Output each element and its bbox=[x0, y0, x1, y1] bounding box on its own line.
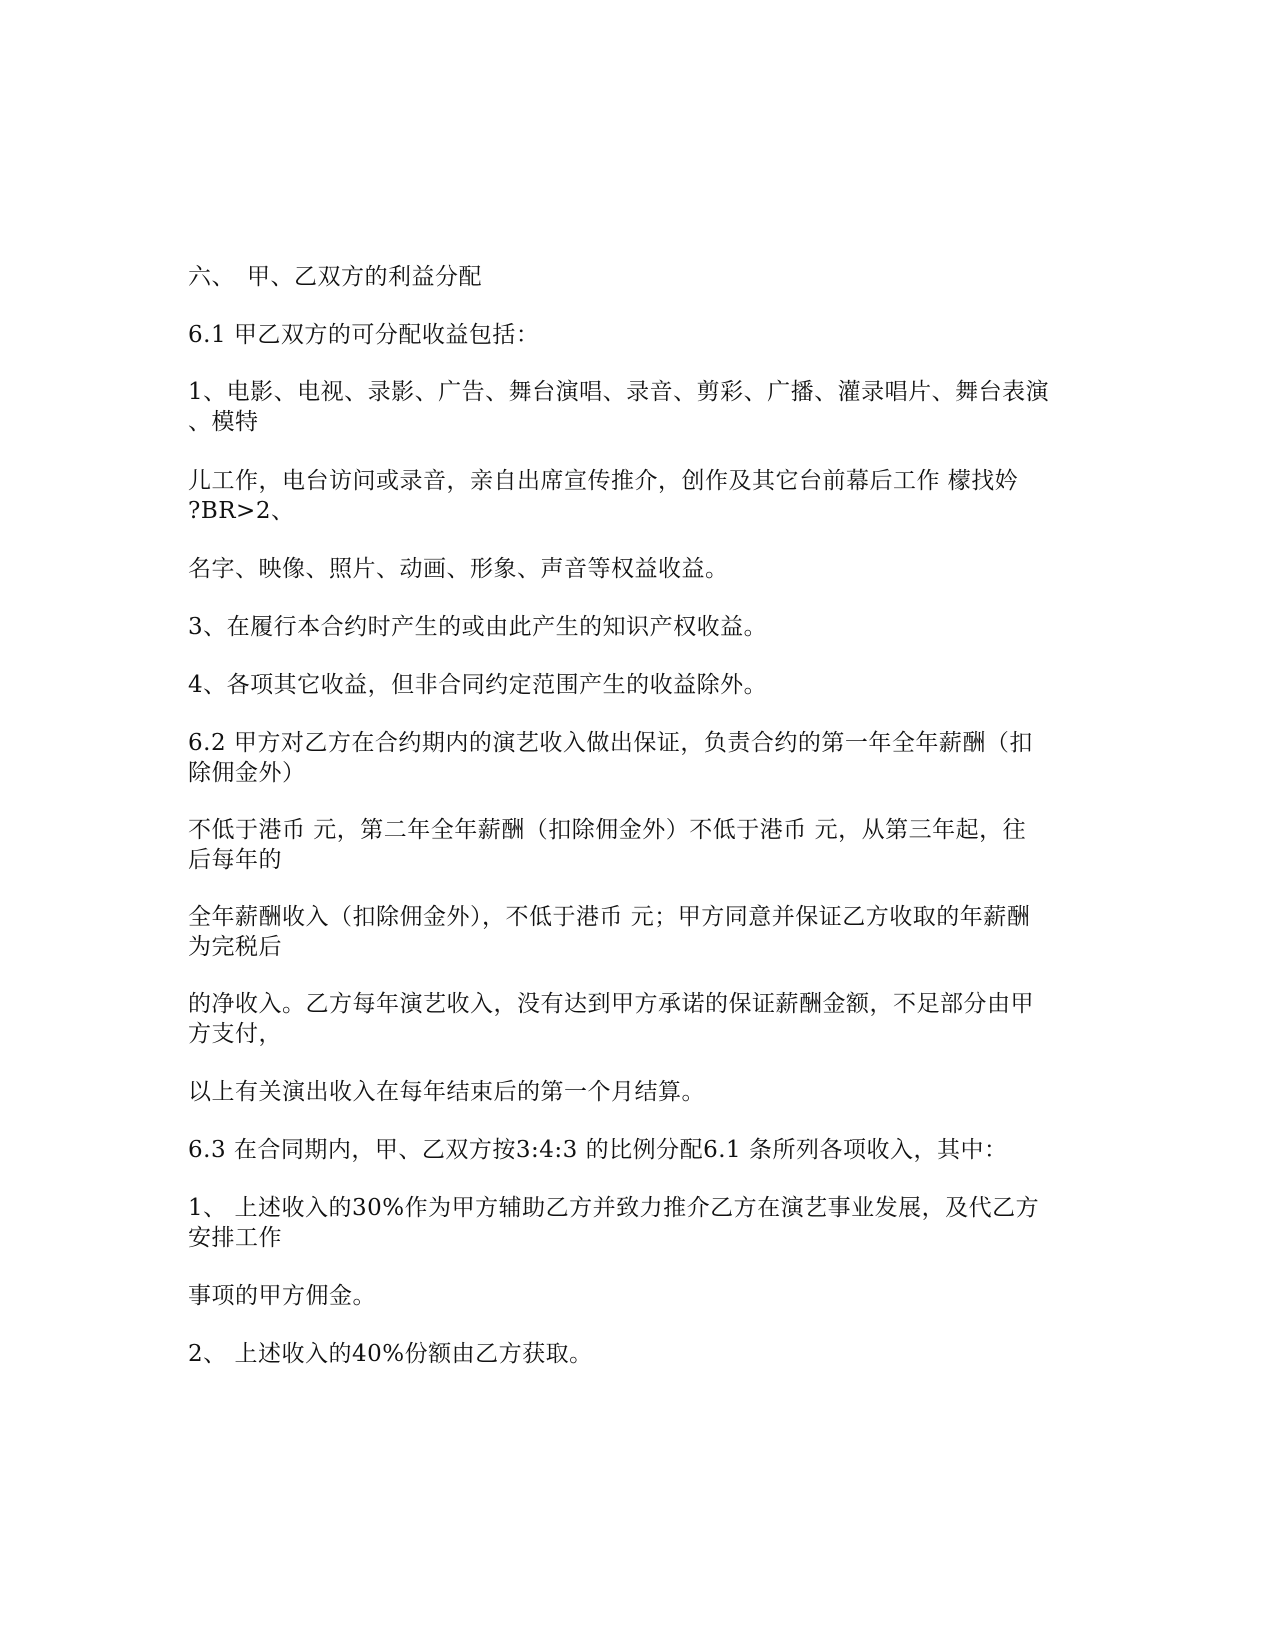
clause-6-2-settlement bbox=[188, 1077, 705, 1107]
text-line: 1、 上述收入的30%作为甲方辅助乙方并致力推介乙方在演艺事业发展，及代乙方 bbox=[188, 1195, 1040, 1221]
text-line: 3、在履行本合约时产生的或由此产生的知识产权收益。 bbox=[188, 614, 768, 640]
clause-6-2 bbox=[188, 728, 1033, 788]
clause-6-2-continued-1 bbox=[188, 815, 1026, 875]
text-line: 方支付， bbox=[188, 1021, 282, 1047]
text-line: 全年薪酬收入（扣除佣金外），不低于港币 元；甲方同意并保证乙方收取的年薪酬 bbox=[188, 904, 1031, 930]
clause-6-3-item-2 bbox=[188, 1339, 593, 1369]
text-line: 6.1 甲乙双方的可分配收益包括： bbox=[188, 322, 540, 348]
clause-6-2-continued-3 bbox=[188, 989, 1034, 1049]
text-line: 、模特 bbox=[188, 409, 259, 435]
text-line: 1、电影、电视、录影、广告、舞台演唱、录音、剪彩、广播、灌录唱片、舞台表演 bbox=[188, 379, 1050, 405]
text-line: ?BR>2、 bbox=[188, 498, 295, 524]
text-line: 为完税后 bbox=[188, 934, 282, 960]
clause-6-2-continued-2 bbox=[188, 902, 1030, 962]
text-line: 4、各项其它收益，但非合同约定范围产生的收益除外。 bbox=[188, 672, 768, 698]
text-line: 名字、映像、照片、动画、形象、声音等权益收益。 bbox=[188, 556, 729, 582]
list-item-2-continued bbox=[188, 554, 729, 584]
text-line: 以上有关演出收入在每年结束后的第一个月结算。 bbox=[188, 1079, 705, 1105]
list-item-3 bbox=[188, 612, 767, 642]
list-item-1 bbox=[188, 377, 1049, 437]
text-line: 除佣金外） bbox=[188, 760, 306, 786]
text-line: 儿工作，电台访问或录音，亲自出席宣传推介，创作及其它台前幕后工作 檬找妗 bbox=[188, 468, 1019, 494]
clause-6-3 bbox=[188, 1135, 1008, 1165]
clause-6-3-item-1 bbox=[188, 1193, 1039, 1253]
text-line: 安排工作 bbox=[188, 1225, 282, 1251]
list-item-1-continued bbox=[188, 466, 1018, 526]
text-line: 的净收入。乙方每年演艺收入，没有达到甲方承诺的保证薪酬金额，不足部分由甲 bbox=[188, 991, 1034, 1017]
clause-6-3-item-1-continued bbox=[188, 1281, 376, 1311]
section-heading bbox=[188, 262, 482, 292]
text-line: 不低于港币 元，第二年全年薪酬（扣除佣金外）不低于港币 元，从第三年起，往 bbox=[188, 817, 1027, 843]
text-line: 事项的甲方佣金。 bbox=[188, 1283, 376, 1309]
text-line: 6.3 在合同期内，甲、乙双方按3:4:3 的比例分配6.1 条所列各项收入，其中： bbox=[188, 1137, 1008, 1163]
text-line: 6.2 甲方对乙方在合约期内的演艺收入做出保证，负责合约的第一年全年薪酬（扣 bbox=[188, 730, 1033, 756]
text-line: 2、 上述收入的40%份额由乙方获取。 bbox=[188, 1341, 593, 1367]
text-line: 后每年的 bbox=[188, 847, 282, 873]
text-line: 六、 甲、乙双方的利益分配 bbox=[188, 264, 482, 290]
clause-6-1 bbox=[188, 320, 539, 350]
list-item-4 bbox=[188, 670, 767, 700]
